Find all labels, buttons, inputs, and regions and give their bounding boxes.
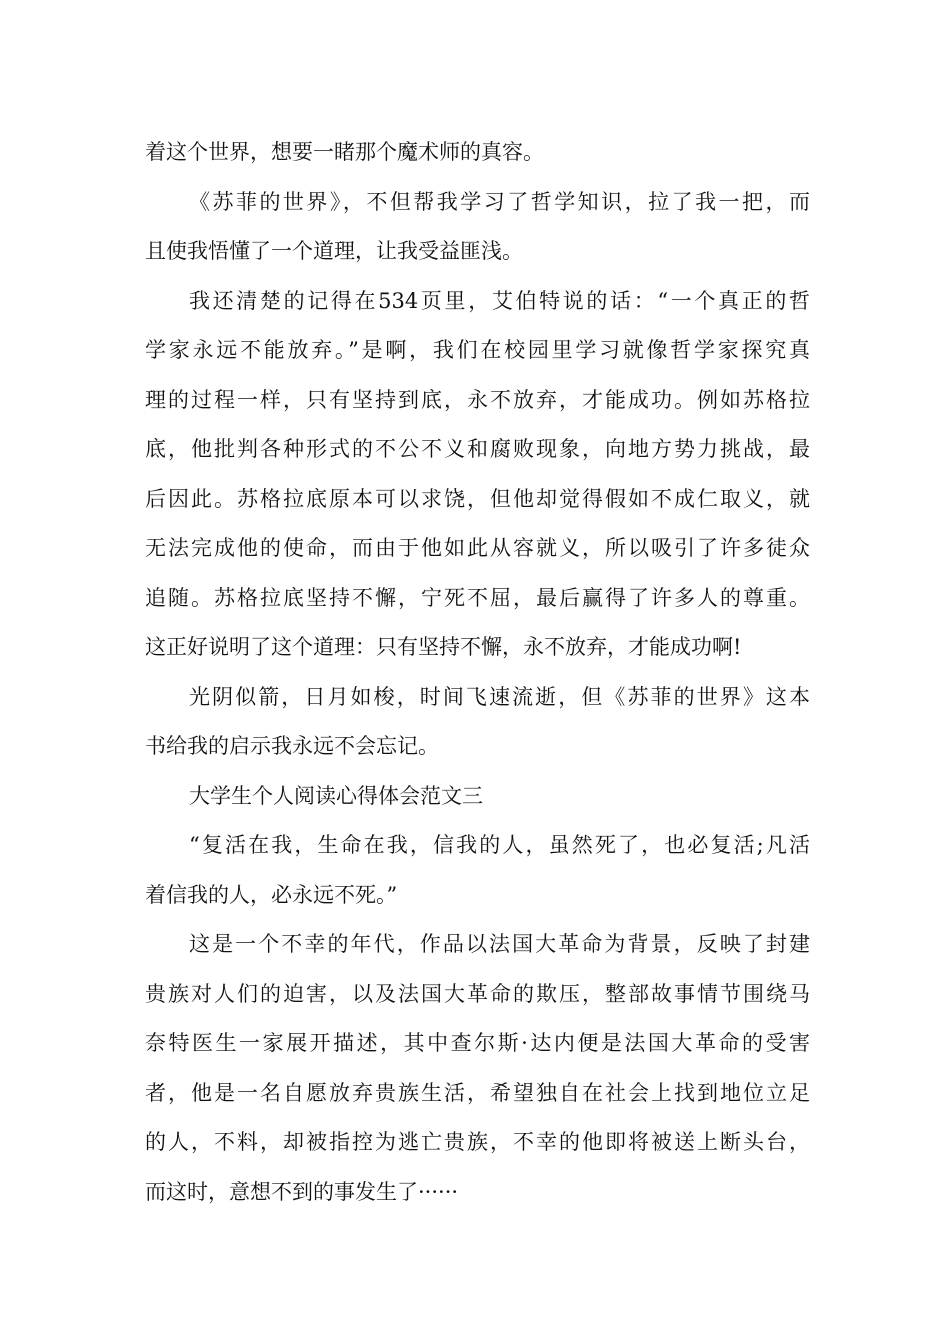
text-line: 学家永远不能放弃。”是啊，我们在校园里学习就像哲学家探究真 bbox=[145, 338, 810, 362]
text-line: 奈特医生一家展开描述，其中查尔斯·达内便是法国大革命的受害 bbox=[145, 1031, 810, 1055]
text-line: 我还清楚的记得在534页里，艾伯特说的话：“一个真正的哲 bbox=[189, 288, 810, 313]
text-line: 的人，不料，却被指控为逃亡贵族，不幸的他即将被送上断头台， bbox=[145, 1130, 810, 1154]
text-line: 无法完成他的使命，而由于他如此从容就义，所以吸引了许多徒众 bbox=[145, 536, 810, 560]
body-text bbox=[145, 128, 810, 1217]
text-line: “复活在我，生命在我，信我的人，虽然死了，也必复活;凡活 bbox=[189, 833, 810, 857]
text-line: 者，他是一名自愿放弃贵族生活，希望独自在社会上找到地位立足 bbox=[145, 1080, 810, 1105]
text-line: 贵族对人们的迫害，以及法国大革命的欺压，整部故事情节围绕马 bbox=[145, 981, 810, 1006]
text-line: 理的过程一样，只有坚持到底，永不放弃，才能成功。例如苏格拉 bbox=[145, 387, 810, 412]
text-line: 后因此。苏格拉底原本可以求饶，但他却觉得假如不成仁取义，就 bbox=[145, 486, 810, 511]
section-heading: 大学生个人阅读心得体会范文三 bbox=[189, 783, 483, 808]
text-line: 且使我悟懂了一个道理，让我受益匪浅。 bbox=[145, 239, 523, 263]
text-line: 而这时，意想不到的事发生了······ bbox=[145, 1179, 459, 1204]
text-line: 着信我的人，必永远不死。” bbox=[145, 882, 398, 907]
text-line: 底，他批判各种形式的不公不义和腐败现象，向地方势力挑战，最 bbox=[145, 437, 810, 461]
text-line: 着这个世界，想要一睹那个魔术师的真容。 bbox=[145, 140, 544, 164]
text-line: 光阴似箭，日月如梭，时间飞速流逝，但《苏菲的世界》这本 bbox=[189, 684, 810, 709]
text-line: 这是一个不幸的年代，作品以法国大革命为背景，反映了封建 bbox=[189, 932, 810, 956]
text-line: 追随。苏格拉底坚持不懈，宁死不屈，最后赢得了许多人的尊重。 bbox=[145, 585, 810, 610]
text-line: 《苏菲的世界》，不但帮我学习了哲学知识，拉了我一把，而 bbox=[189, 189, 810, 214]
text-line: 这正好说明了这个道理：只有坚持不懈，永不放弃，才能成功啊! bbox=[145, 635, 742, 659]
text-line: 书给我的启示我永远不会忘记。 bbox=[145, 734, 439, 758]
